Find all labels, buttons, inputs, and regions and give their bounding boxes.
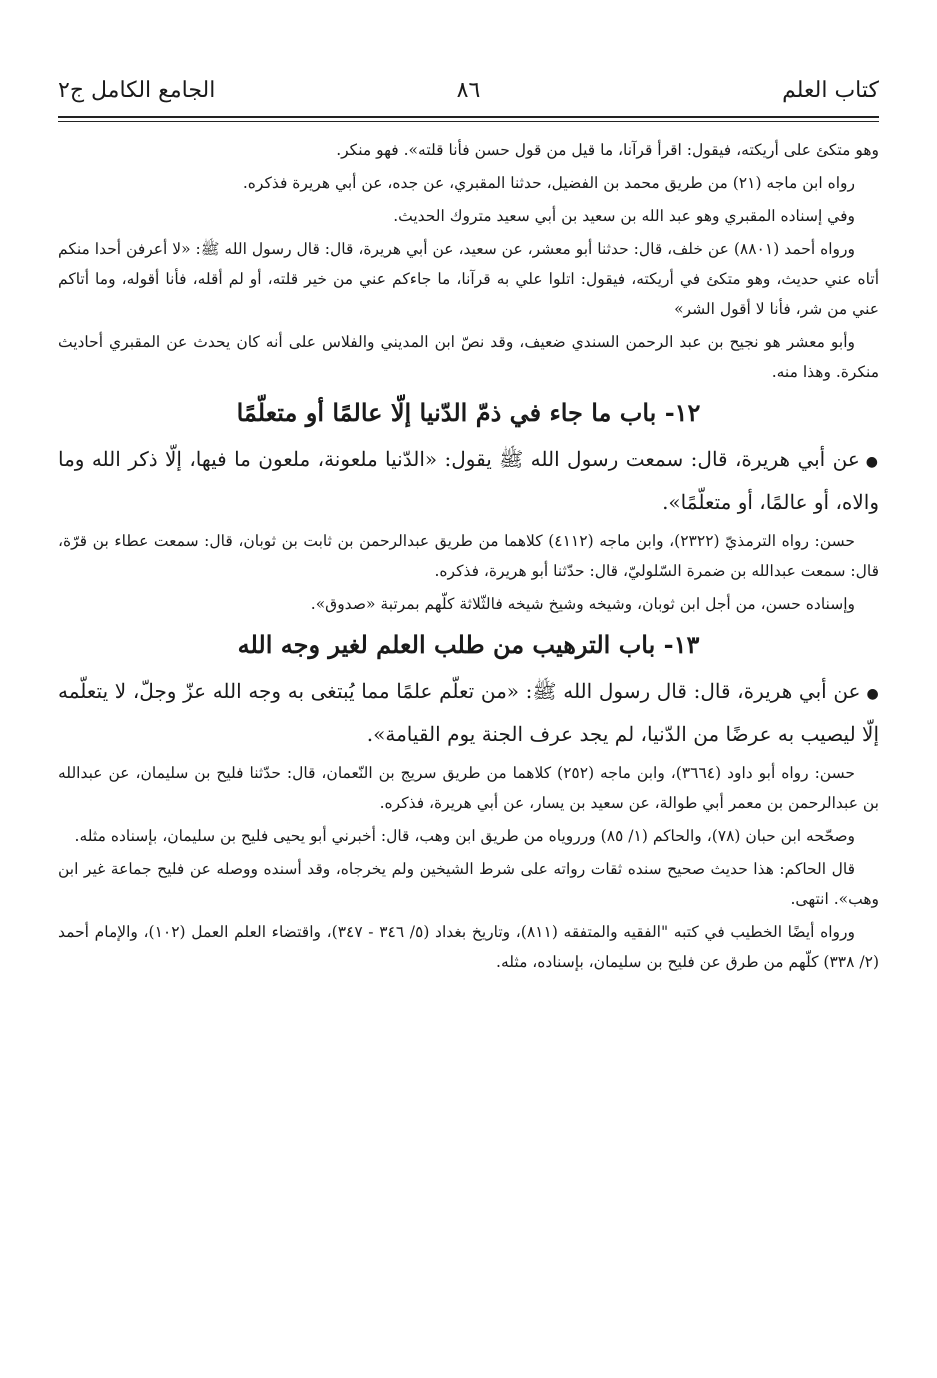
continuation-text: وهو متكئ على أريكته، فيقول: اقرأ قرآنا، ما قيل من قول حسن فأنا قلته». فهو منكر.: [336, 141, 879, 159]
chapter-heading-13: ١٣- باب الترهيب من طلب العلم لغير وجه الله: [237, 630, 700, 659]
header-volume-title: الجامع الكامل ج٢: [58, 77, 216, 103]
hadith-body: عن أبي هريرة، قال: سمعت رسول الله ﷺ يقول: «الدّنيا ملعونة، ملعون ما فيها، إلّا ذكر الله وما والاه، أو عالمًا، أو متعلّمًا».: [58, 447, 879, 514]
note-paragraph: رواه ابن ماجه (٢١) من طريق محمد بن الفضيل، حدثنا المقبري، عن جده، عن أبي هريرة فذكره.: [242, 174, 855, 192]
hadith-text-13: [58, 671, 879, 754]
header-book-title: كتاب العلم: [782, 77, 879, 103]
bullet-icon: ●: [866, 686, 879, 702]
note-paragraph: ورواه أحمد (٨٨٠١) عن خلف، قال: حدثنا أبو معشر، عن سعيد، عن أبي هريرة، قال: قال رسول الله ﷺ: «لا أعرفن أحدا منكم أتاه عني حديث، وهو متكئ في أريكته، فيقول: اتلوا علي به قرآنا، ما جاءكم عني من خير قلته، أو لم أقله، فأنا أقوله، وما أتاكم عني من شر، فأنا لا أقول الشر»: [58, 240, 879, 318]
running-header: [58, 70, 879, 110]
note-paragraph: وفي إسناده المقبري وهو عبد الله بن سعيد بن أبي سعيد متروك الحديث.: [393, 207, 855, 225]
note-paragraph: وأبو معشر هو نجيح بن عبد الرحمن السندي ضعيف، وقد نصّ ابن المديني والفلاس على أنه كان يحدث عن المقبري أحاديث منكرة. وهذا منه.: [58, 333, 879, 381]
note-paragraph: قال الحاكم: هذا حديث صحيح سنده ثقات رواته على شرط الشيخين ولم يخرجاه، وقد أسنده ووصله عن فليح جماعة غير ابن وهب». انتهى.: [58, 860, 879, 908]
header-rule-thick: [58, 116, 879, 118]
hadith-body: عن أبي هريرة، قال: قال رسول الله ﷺ: «من تعلّم علمًا مما يُبتغى به وجه الله عزّ وجلّ، لا يتعلّمه إلّا ليصيب به عرضًا من الدّنيا، لم يجد عرف الجنة يوم القيامة».: [58, 679, 879, 746]
note-paragraph: حسن: رواه الترمذيّ (٢٣٢٢)، وابن ماجه (٤١١٢) كلاهما من طريق عبدالرحمن بن ثابت بن ثوبان، قال: سمعت عطاء بن قرّة، قال: سمعت عبدالله بن ضمرة السّلوليّ، قال: حدّثنا أبو هريرة، فذكره.: [58, 532, 879, 580]
chapter-heading-12: ١٢- باب ما جاء في ذمّ الدّنيا إلّا عالمًا أو متعلّمًا: [236, 398, 701, 427]
page-body: [58, 135, 879, 980]
header-rule-thin: [58, 121, 879, 122]
page-number: ٨٦: [456, 77, 481, 103]
note-paragraph: حسن: رواه أبو داود (٣٦٦٤)، وابن ماجه (٢٥٢) كلاهما من طريق سريج بن النّعمان، قال: حدّثنا فليح بن سليمان، عن عبدالله بن عبدالرحمن بن معمر أبي طوالة، عن سعيد بن يسار، عن أبي هريرة، فذكره.: [58, 764, 879, 812]
note-paragraph: ورواه أيضًا الخطيب في كتبه "الفقيه والمتفقه (٨١١)، وتاريخ بغداد (٥/ ٣٤٦ - ٣٤٧)، واقتضاء العلم العمل (١٠٢)، والإمام أحمد (٢/ ٣٣٨) كلّهم من طرق عن فليح بن سليمان، بإسناده، مثله.: [58, 923, 879, 971]
hadith-text-12: [58, 439, 879, 522]
note-paragraph: وصحّحه ابن حبان (٧٨)، والحاكم (١/ ٨٥) ورروياه من طريق ابن وهب، قال: أخبرني أبو يحيى فليح بن سليمان، بإسناده مثله.: [74, 827, 855, 845]
note-paragraph: وإسناده حسن، من أجل ابن ثوبان، وشيخه وشيخ شيخه فالثّلاثة كلّهم بمرتبة «صدوق».: [310, 595, 855, 613]
bullet-icon: ●: [865, 454, 880, 470]
